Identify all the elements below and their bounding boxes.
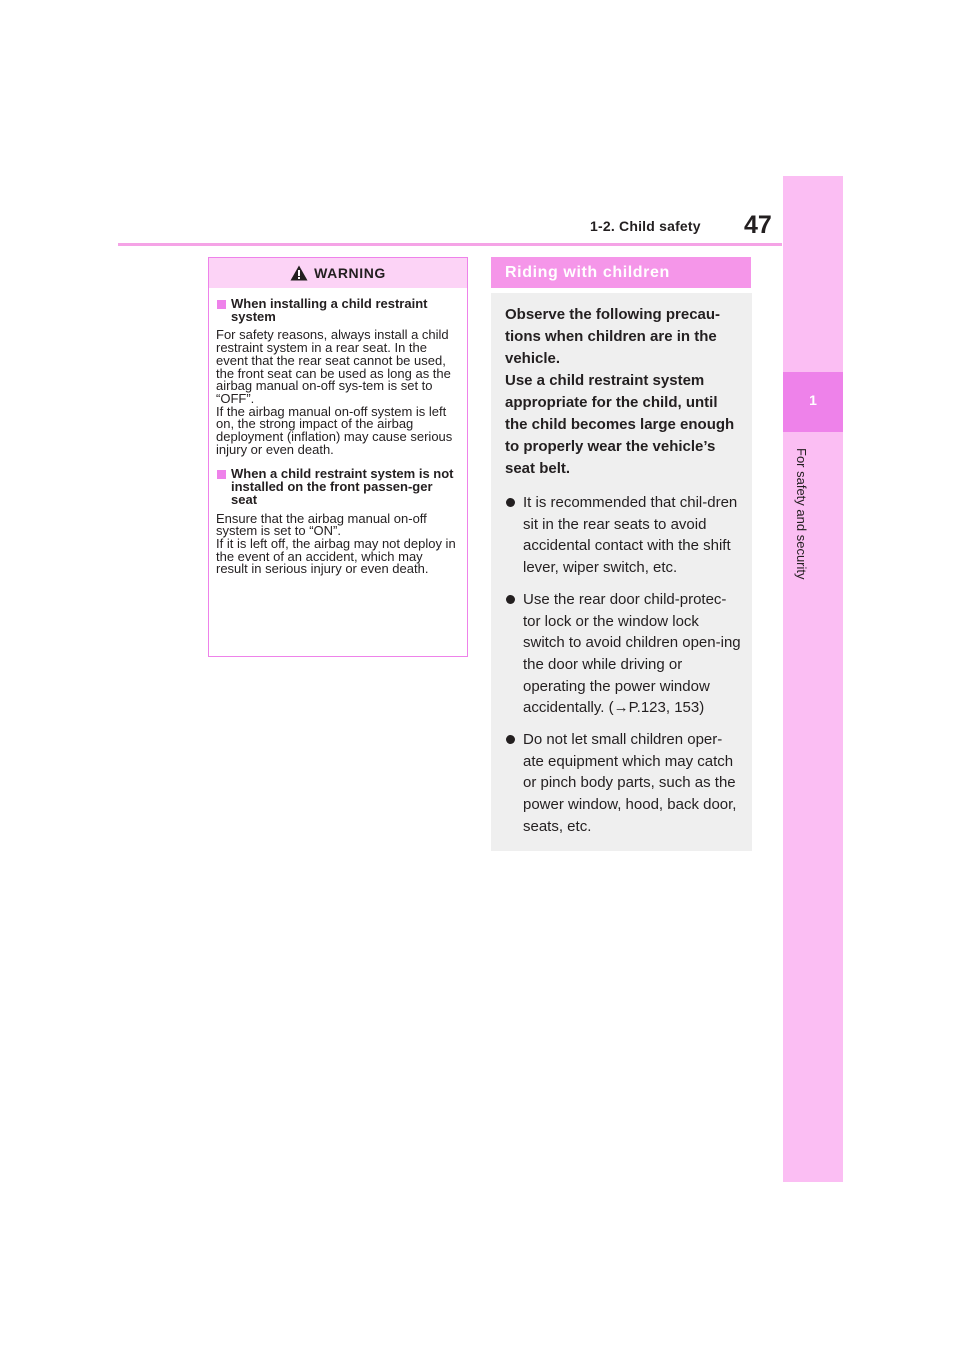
page-number: 47 bbox=[744, 211, 772, 239]
warning-paragraph-text: Ensure that the airbag manual on-off system is set to “ON”. bbox=[216, 510, 427, 539]
warning-paragraph-text: For safety reasons, always install a child restraint system in a rear seat. In the event that the rear seat cannot be used, the front seat can be used as long as the airbag manual on-off sys-tem is set to “OFF”. bbox=[216, 327, 451, 406]
list-item-text: It is recommended that chil-dren sit in the rear seats to avoid accidental contact with the shift lever, wiper switch, etc. bbox=[523, 494, 738, 577]
bullet-dot-icon bbox=[506, 735, 515, 744]
chapter-title: For safety and security bbox=[794, 448, 809, 580]
riding-bullet-list bbox=[505, 492, 742, 838]
chapter-side-tab bbox=[783, 176, 843, 1182]
list-item-text: Do not let small children oper-ate equipment which may catch or pinch body parts, such as the power window, hood, back door, seats, etc. bbox=[523, 731, 737, 835]
riding-with-children-panel bbox=[491, 293, 752, 851]
warning-triangle-icon bbox=[290, 265, 308, 281]
square-bullet-icon bbox=[217, 470, 226, 479]
riding-intro-line: Observe the following precau-tions when children are in the vehicle. bbox=[505, 306, 721, 367]
list-item bbox=[505, 492, 742, 579]
warning-item-heading-text: When installing a child restraint system bbox=[231, 296, 428, 324]
list-item bbox=[505, 729, 742, 838]
header-rule bbox=[118, 243, 782, 246]
bullet-dot-icon bbox=[506, 595, 515, 604]
warning-item-heading bbox=[216, 298, 458, 323]
warning-item bbox=[216, 298, 458, 456]
warning-item-heading bbox=[216, 468, 458, 506]
bullet-dot-icon bbox=[506, 498, 515, 507]
riding-intro-line: Use a child restraint system appropriate for the child, until the child becomes large enough to properly wear the vehicle’s seat belt. bbox=[505, 372, 735, 477]
section-title: 1-2. Child safety bbox=[590, 218, 701, 234]
warning-box bbox=[208, 257, 468, 657]
list-item-text: Use the rear door child-protec-tor lock or the window lock switch to avoid children open-ing the door while driving or operating the power window accidentally. (→P.123, 153) bbox=[523, 590, 741, 717]
warning-paragraph bbox=[216, 510, 458, 577]
warning-item-heading-text: When a child restraint system is not installed on the front passen-ger seat bbox=[231, 466, 454, 507]
warning-paragraph-text: If the airbag manual on-off system is left on, the strong impact of the airbag deployment (inflation) may cause serious injury or even death. bbox=[216, 403, 453, 457]
riding-intro bbox=[505, 304, 742, 480]
warning-header bbox=[209, 258, 467, 288]
chapter-number: 1 bbox=[809, 392, 817, 408]
warning-paragraph bbox=[216, 329, 458, 456]
warning-body bbox=[209, 288, 467, 576]
list-item bbox=[505, 589, 742, 719]
square-bullet-icon bbox=[217, 300, 226, 309]
warning-title: WARNING bbox=[314, 265, 386, 281]
warning-item bbox=[216, 468, 458, 576]
riding-with-children-header: Riding with children bbox=[491, 257, 751, 288]
warning-paragraph-text: If it is left off, the airbag may not deploy in the event of an accident, which may result in serious injury or even death. bbox=[216, 535, 456, 577]
